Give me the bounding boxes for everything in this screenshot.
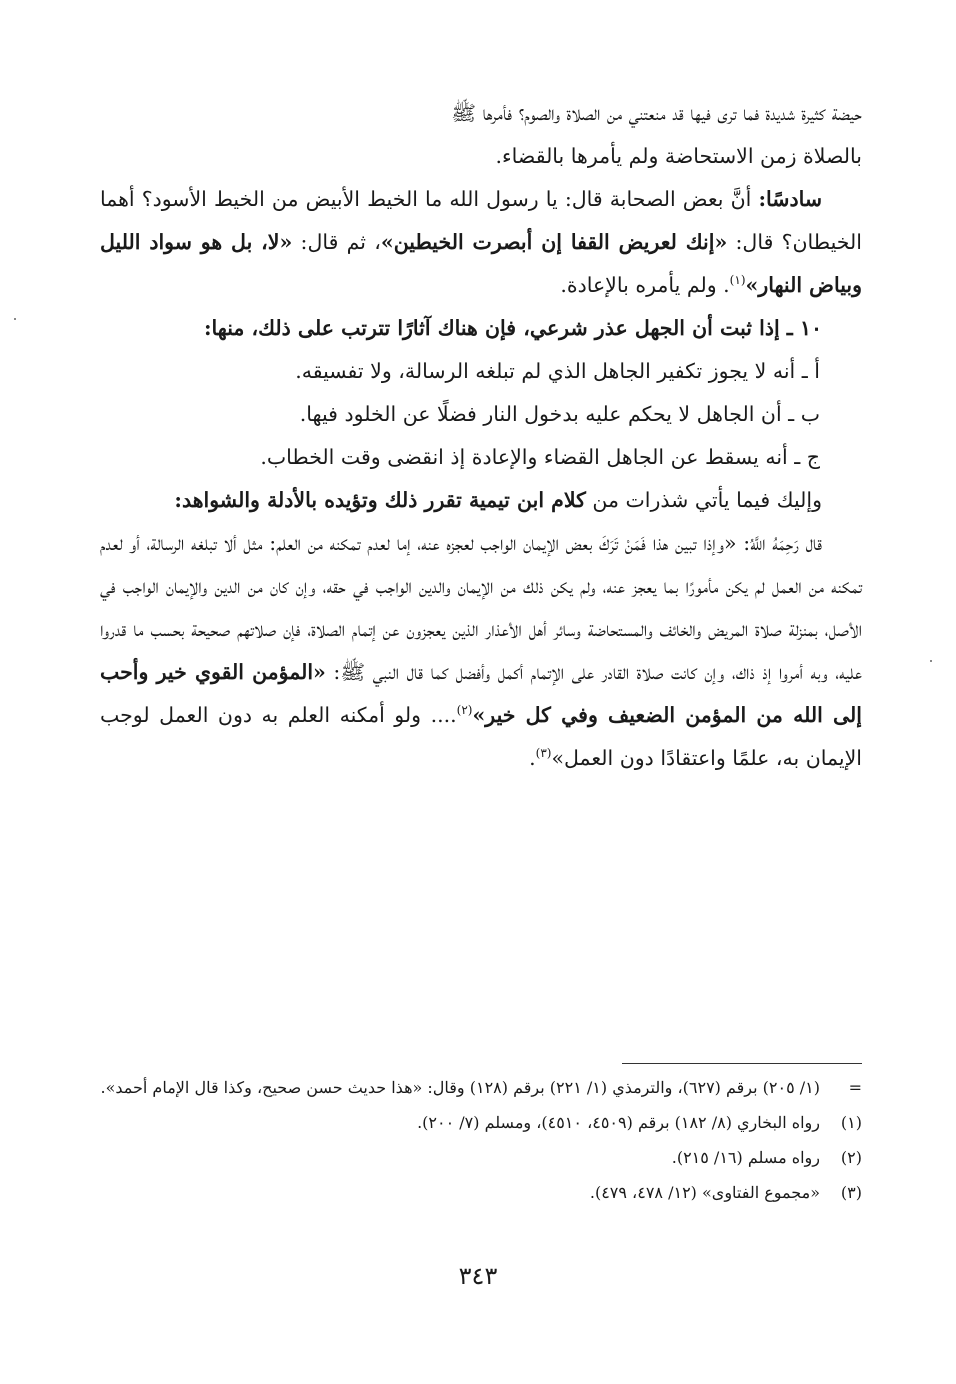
footnote-ref-2: (٢) [456, 703, 473, 718]
para1-line2: بالصلاة زمن الاستحاضة ولم يأمرها بالقضاء. [495, 144, 862, 168]
list-item-a: أ ـ أنه لا يجوز تكفير الجاهل الذي لم تبلغه الرسالة، ولا تفسيقه. [295, 359, 820, 383]
paragraph-continuation [100, 92, 862, 178]
quote-text-1: قال رَحِمَهُ اللَّهُ: «وإذا تبين هذا فَمَنْ تَرَكَ بعض الإيمان الواجب لعجزه عنه، إما لعدم تمكنه من العلم: مثل ألا تبلغه الرسالة، أو لعدم تمكنه من العمل لم يكن مأمورًا بما يعجز عنه، ولم يكن ذلك من الإيمان والدين الواجب في حقه، وإن كان من الدين والإيمان الواجب في الأصل، بمنزلة صلاة المريض والخائف والمستحاضة وسائر أهل الأعذار الذين يعجزون عن إتمام الصلاة، فإن صلاتهم صحيحة بحسب ما قدروا عليه، وبه أمروا إذ ذاك، وإن كانت صلاة القادر على الإتمام أكمل وأفضل كما قال النبي ﷺ: [100, 531, 862, 684]
quote-text-2: .... ولو أمكنه العلم به دون العمل لوجب الإيمان به، علمًا واعتقادًا دون العمل» [100, 703, 862, 770]
sixth-text-3: . ولم يأمره بالإعادة. [560, 273, 730, 297]
footnote-ref-3: (٣) [535, 746, 552, 761]
footnote-continuation [100, 1070, 862, 1105]
paragraph-ibn-taymiyya-quote [100, 522, 862, 780]
footnote-1-mark: (١) [840, 1113, 862, 1132]
hadith-quote-1: «إنك لعريض القفا إن أبصرت الخيطين» [380, 230, 728, 254]
intro-text: وإليك فيما يأتي شذرات من [585, 488, 822, 512]
page-number: ٣٤٣ [458, 1262, 498, 1290]
hadith-quote-3: «المؤمن القوي خير وأحب إلى الله من المؤمن الضعيف وفي كل خير» [100, 660, 862, 727]
para1-line1: حيضة كثيرة شديدة فما ترى فيها قد منعتني من الصلاة والصوم؟ فأمرها ﷺ [451, 101, 862, 125]
scan-speck [14, 318, 16, 320]
footnote-2 [100, 1140, 862, 1175]
page-body [100, 92, 862, 780]
sixth-text-1: أنَّ بعض الصحابة قال: يا رسول الله ما الخيط الأبيض من الخيط الأسود؟ أهما الخيطان؟ قال: [100, 187, 862, 254]
footnotes [100, 1063, 862, 1210]
intro-bold: كلام ابن تيمية تقرر ذلك وتؤيده بالأدلة والشواهد: [174, 488, 586, 512]
sixth-label: سادسًا: [758, 187, 822, 211]
scan-speck [930, 660, 932, 662]
footnote-3-mark: (٣) [840, 1183, 862, 1202]
footnote-3 [100, 1175, 862, 1210]
footnote-divider [622, 1063, 862, 1064]
footnote-3-text: «مجموع الفتاوى» (١٢/ ٤٧٨، ٤٧٩). [589, 1183, 820, 1202]
continuation-mark: = [848, 1078, 862, 1097]
paragraph-sixth [100, 178, 862, 307]
footnote-2-text: رواه مسلم (١٦/ ٢١٥). [671, 1148, 820, 1167]
list-item-c: ج ـ أنه يسقط عن الجاهل القضاء والإعادة إذ انقضى وقت الخطاب. [260, 445, 820, 469]
footnote-ref-1: (١) [729, 273, 746, 288]
sixth-text-2: ، ثم قال: [292, 230, 381, 254]
footnote-1-text: رواه البخاري (٨/ ١٨٢) برقم (٤٥٠٩، ٤٥١٠)، ومسلم (٧/ ٢٠٠). [417, 1113, 820, 1132]
hadith-quote-2: «لا، بل هو سواد الليل وبياض النهار» [100, 230, 862, 297]
point-ten-heading: ١٠ ـ إذا ثبت أن الجهل عذر شرعي، فإن هناك آثارًا تترتب على ذلك، منها: [203, 316, 822, 340]
paragraph-intro-quotes [100, 479, 862, 522]
quote-text-3: . [529, 746, 536, 770]
footnote-2-mark: (٢) [840, 1148, 862, 1167]
footnote-1 [100, 1105, 862, 1140]
list-item-b: ب ـ أن الجاهل لا يحكم عليه بدخول النار فضلًا عن الخلود فيها. [299, 402, 820, 426]
continuation-text: (١/ ٢٠٥) برقم (٦٢٧)، والترمذي (١/ ٢٢١) برقم (١٢٨) وقال: «هذا حديث حسن صحيح، وكذا قال الإمام أحمد». [100, 1078, 820, 1097]
